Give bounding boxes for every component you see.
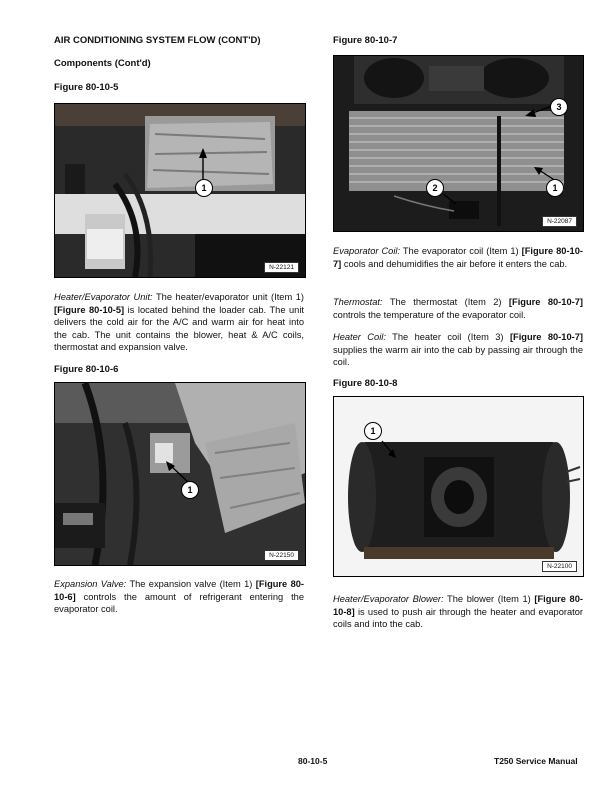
figure-80-10-8-photo	[333, 396, 584, 577]
callout-1: 1	[546, 179, 564, 197]
heater-unit-paragraph: Heater/Evaporator Unit: The heater/evaporator unit (Item 1) [Figure 80-10-5] is located behind the loader cab. The unit delivers the cold air for the A/C and warm air for heat into the cab. The unit contains the blower, heat & A/C coils, thermostat and expansion valve.	[54, 292, 304, 353]
expansion-valve-paragraph: Expansion Valve: The expansion valve (Item 1) [Figure 80-10-6] controls the amount of refrigerant entering the evaporator coil.	[54, 579, 305, 615]
section-subtitle: Components (Cont'd)	[54, 58, 151, 69]
figure-80-10-5-caption: Figure 80-10-5	[54, 82, 119, 93]
heater-coil-paragraph: Heater Coil: The heater coil (Item 3) [Figure 80-10-7] supplies the warm air into the cab by passing air through the coil.	[333, 332, 583, 368]
callout-1: 1	[364, 422, 382, 440]
callout-1: 1	[181, 481, 199, 499]
page-title: AIR CONDITIONING SYSTEM FLOW (CONT'D)	[54, 35, 261, 46]
figure-code: N-22100	[542, 561, 577, 572]
callout-1: 1	[195, 179, 213, 197]
figure-code: N-22150	[264, 550, 299, 561]
figure-80-10-7-photo	[333, 55, 584, 232]
callout-3: 3	[550, 98, 568, 116]
page-number: 80-10-5	[298, 756, 328, 766]
figure-80-10-5-photo	[54, 103, 306, 278]
manual-title: T250 Service Manual	[494, 756, 578, 766]
figure-80-10-6-photo	[54, 382, 306, 566]
thermostat-paragraph: Thermostat: The thermostat (Item 2) [Figure 80-10-7] controls the temperature of the evaporator coil.	[333, 297, 583, 320]
figure-80-10-7-caption: Figure 80-10-7	[333, 35, 398, 46]
figure-code: N-22087	[542, 216, 577, 227]
callout-2: 2	[426, 179, 444, 197]
blower-paragraph: Heater/Evaporator Blower: The blower (Item 1) [Figure 80-10-8] is used to push air through the heater and evaporator coils and into the cab.	[333, 594, 583, 630]
figure-80-10-6-caption: Figure 80-10-6	[54, 364, 119, 375]
figure-code: N-22121	[264, 262, 299, 273]
figure-80-10-8-caption: Figure 80-10-8	[333, 378, 398, 389]
evaporator-coil-paragraph: Evaporator Coil: The evaporator coil (Item 1) [Figure 80-10-7] cools and dehumidifies the air before it enters the cab.	[333, 246, 583, 269]
